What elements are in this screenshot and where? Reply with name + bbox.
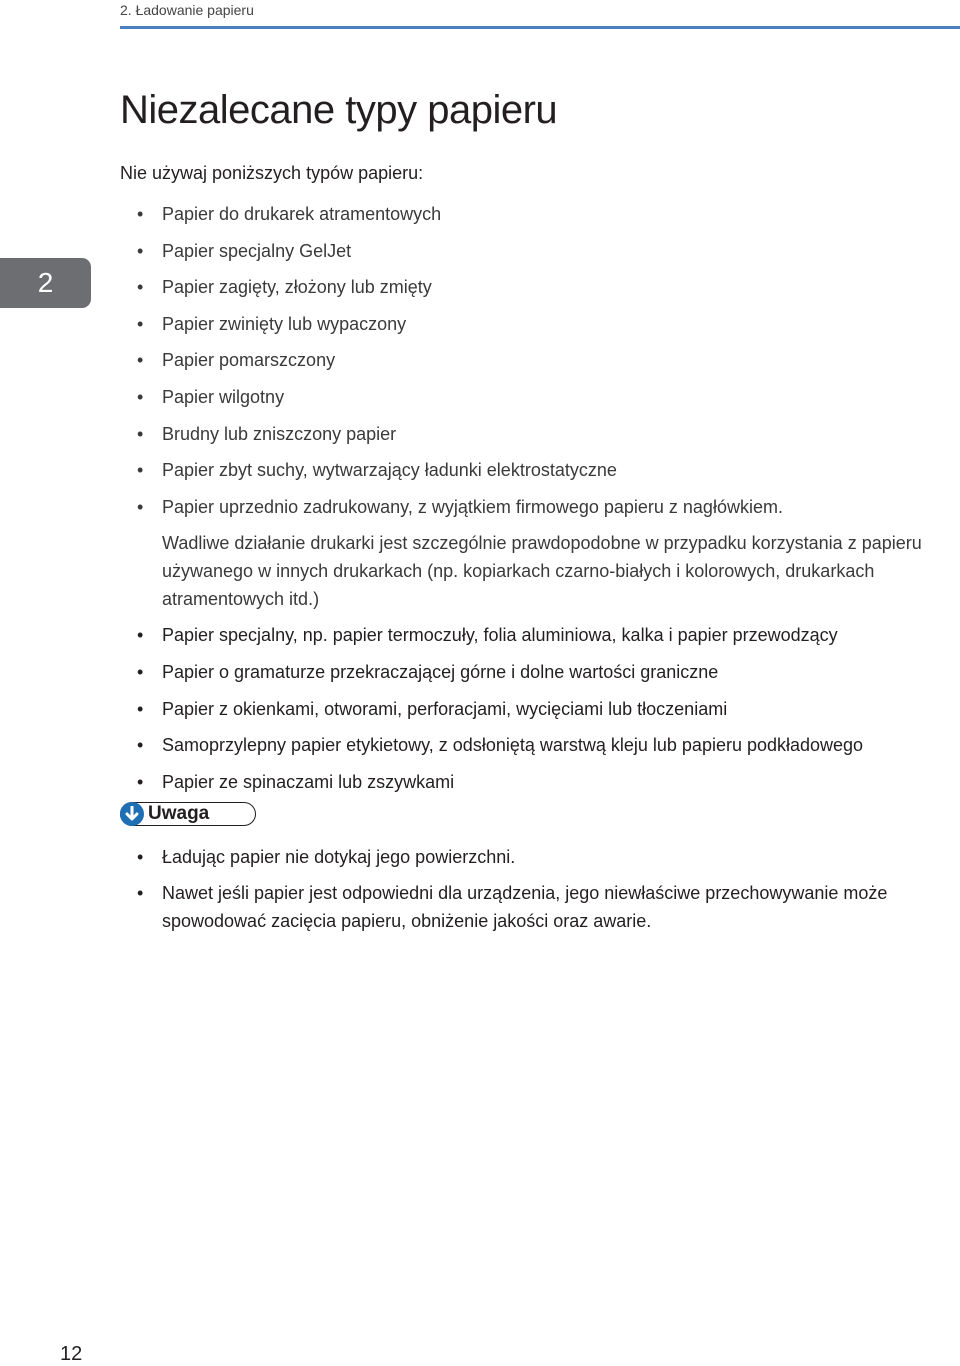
list-item-text: Papier uprzednio zadrukowany, z wyjątkiem firmowego papieru z nagłówkiem. xyxy=(162,496,783,517)
bullet: • xyxy=(137,277,144,298)
bullet: • xyxy=(137,771,144,792)
list-item xyxy=(137,420,957,448)
note-item-text: Ładując papier nie dotykaj jego powierzchni. xyxy=(162,847,516,867)
bullet: • xyxy=(137,386,144,407)
list-item-text: Papier zwinięty lub wypaczony xyxy=(162,313,407,334)
list-item xyxy=(137,310,957,338)
list-item-text: Papier zbyt suchy, wytwarzający ładunki elektrostatyczne xyxy=(162,460,617,481)
note-item xyxy=(137,879,937,935)
bullet: • xyxy=(137,735,144,756)
bullet: • xyxy=(137,423,144,444)
bullet: • xyxy=(137,496,144,517)
list-item-text: Papier specjalny GelJet xyxy=(162,240,352,261)
chapter-tab-number: 2 xyxy=(37,267,54,298)
list-item-text: Papier ze spinaczami lub zszywkami xyxy=(162,771,455,792)
note-label xyxy=(120,802,256,826)
list-item-paragraph: Wadliwe działanie drukarki jest szczególnie prawdopodobne w przypadku korzystania z papieru używanego w innych drukarkach (np. kopiarkach czarno-białych i kolorowych, drukarkach atramentowych itd.) xyxy=(162,532,922,609)
note-label-text: Uwaga xyxy=(148,803,210,824)
list-item-text: Papier pomarszczony xyxy=(162,350,336,371)
list-item-text: Papier o gramaturze przekraczającej górne i dolne wartości graniczne xyxy=(162,661,719,682)
list-item xyxy=(137,768,957,796)
list-item xyxy=(137,731,957,759)
list-item-text: Papier wilgotny xyxy=(162,386,285,407)
bullet: • xyxy=(137,625,144,646)
list-item-text: Papier do drukarek atramentowych xyxy=(162,204,442,224)
list-item xyxy=(137,346,957,374)
list-item xyxy=(137,237,957,265)
bullet: • xyxy=(137,661,144,682)
list-item-text: Papier specjalny, np. papier termoczuły, folia aluminiowa, kalka i papier przewodzący xyxy=(162,625,838,646)
down-arrow-icon xyxy=(120,802,144,826)
bullet: • xyxy=(137,204,144,224)
list-item-text: Brudny lub zniszczony papier xyxy=(162,423,397,444)
list-item xyxy=(137,383,957,411)
chapter-tab xyxy=(0,258,91,308)
bullet: • xyxy=(137,460,144,481)
list-item-text: Papier z okienkami, otworami, perforacjami, wycięciami lub tłoczeniami xyxy=(162,698,728,719)
bullet: • xyxy=(137,240,144,261)
list-item xyxy=(137,493,957,613)
bullet: • xyxy=(137,698,144,719)
note-item xyxy=(137,843,937,871)
page-title: Niezalecane typy papieru xyxy=(120,88,558,132)
list-item-text: Samoprzylepny papier etykietowy, z odsłoniętą warstwą kleju lub papieru podkładowego xyxy=(162,735,864,756)
list-item xyxy=(137,273,957,301)
list-item-text: Papier zagięty, złożony lub zmięty xyxy=(162,277,432,298)
bullet: • xyxy=(137,883,144,903)
bullet: • xyxy=(137,313,144,334)
list-item xyxy=(137,200,957,228)
intro-text: Nie używaj poniższych typów papieru: xyxy=(120,163,424,183)
bullet: • xyxy=(137,847,144,867)
running-head: 2. Ładowanie papieru xyxy=(120,2,254,18)
paper-type-list xyxy=(137,200,957,804)
page-number: 12 xyxy=(60,1343,83,1365)
note-list xyxy=(137,843,937,943)
list-item xyxy=(137,695,957,723)
header-rule xyxy=(120,26,960,29)
note-item-text: Nawet jeśli papier jest odpowiedni dla urządzenia, jego niewłaściwe przechowywanie może spowodować zacięcia papieru, obniżenie jakości oraz awarie. xyxy=(162,883,888,931)
list-item xyxy=(137,621,957,649)
list-item xyxy=(137,456,957,484)
list-item xyxy=(137,658,957,686)
bullet: • xyxy=(137,350,144,371)
